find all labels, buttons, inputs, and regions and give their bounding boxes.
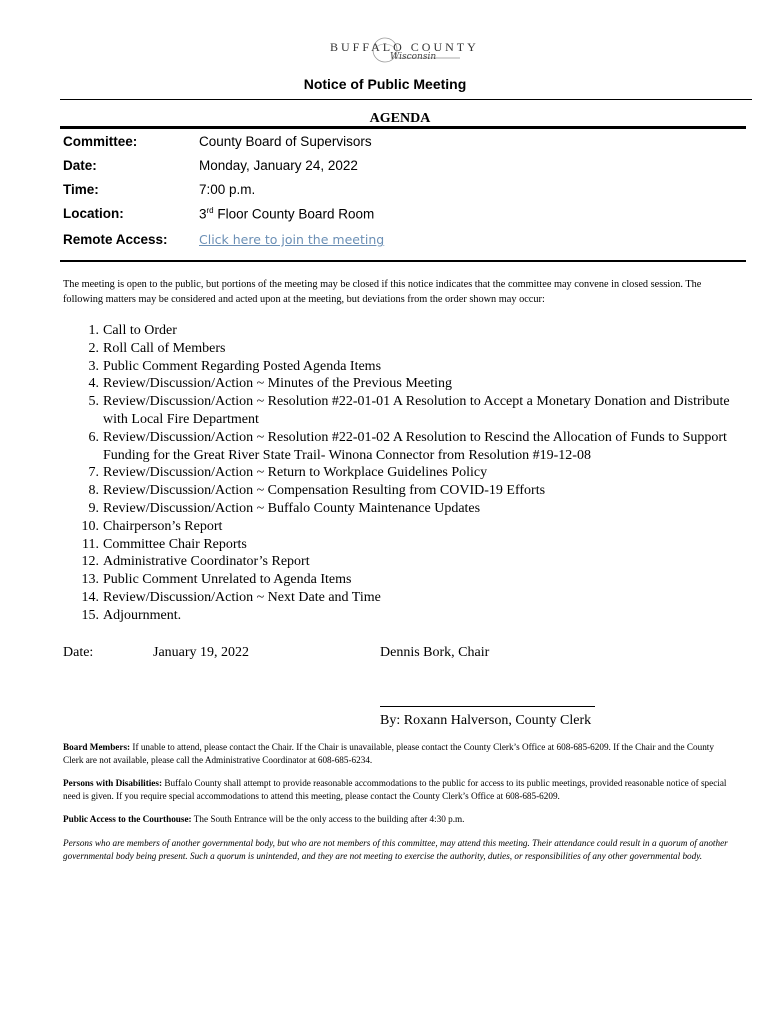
list-item — [78, 571, 748, 589]
list-item — [78, 375, 748, 393]
info-label: Time: — [63, 182, 99, 197]
signature-date-value: January 19, 2022 — [153, 645, 250, 660]
location-rest: Floor County Board Room — [213, 206, 375, 222]
intro-paragraph: The meeting is open to the public, but portions of the meeting may be closed if this notice indicates that the committee may convene in closed session. The following matters may be considered and acted upon at the meeting, but deviations from the order shown may occur: — [63, 279, 702, 305]
signature-date-label: Date: — [63, 645, 94, 660]
info-label: Remote Access: — [63, 232, 168, 247]
title-divider — [60, 99, 752, 100]
item-text: Review/Discussion/Action ~ Resolution #22-01-01 A Resolution to Accept a Monetary Donation and Distribute with Local Fire Department — [103, 394, 730, 427]
item-text: Call to Order — [103, 323, 177, 338]
info-value: 7:00 p.m. — [199, 182, 256, 197]
item-text: Review/Discussion/Action ~ Resolution #22-01-02 A Resolution to Rescind the Allocation of Funds to Support Funding for the Great River State Trail- Winona Connector from Resolution #19-12-08 — [103, 429, 727, 463]
item-number: 7. — [88, 465, 99, 481]
list-item — [78, 358, 748, 376]
item-text: Committee Chair Reports — [103, 536, 247, 552]
list-item — [78, 500, 748, 518]
note-label: Persons with Disabilities: — [63, 778, 163, 788]
agenda-heading: AGENDA — [369, 111, 431, 126]
note-label: Public Access to the Courthouse: — [63, 814, 192, 824]
item-text: Chairperson’s Report — [103, 518, 223, 534]
info-value — [199, 232, 384, 247]
item-text: Review/Discussion/Action ~ Minutes of the Previous Meeting — [103, 376, 452, 392]
agenda-list — [78, 322, 748, 625]
item-number: 5. — [88, 394, 99, 410]
list-item — [78, 429, 748, 465]
item-text: Administrative Coordinator’s Report — [103, 554, 310, 570]
note-text: If unable to attend, please contact the Chair. If the Chair is unavailable, please contact the County Clerk’s Office at 608-685-6209. If the Chair and the County Clerk are not available, please call the Administrative Coordinator at 608-685-6234. — [63, 742, 714, 765]
item-number: 15. — [81, 607, 99, 623]
item-text: Public Comment Unrelated to Agenda Items — [103, 572, 352, 588]
agenda-divider — [60, 126, 746, 129]
item-number: 6. — [88, 429, 99, 445]
list-item — [78, 607, 748, 625]
item-text: Public Comment Regarding Posted Agenda Items — [103, 358, 382, 374]
info-value — [199, 206, 374, 222]
item-number: 3. — [88, 358, 99, 374]
note-label: Board Members: — [63, 742, 131, 752]
info-value: Monday, January 24, 2022 — [199, 158, 358, 173]
board-members-note — [63, 741, 729, 767]
list-item — [78, 393, 748, 429]
list-item — [78, 518, 748, 536]
item-text: Review/Discussion/Action ~ Next Date and Time — [103, 589, 381, 605]
info-label: Date: — [63, 158, 97, 173]
page-title: Notice of Public Meeting — [303, 76, 467, 92]
signature-line — [380, 706, 595, 707]
item-number: 1. — [88, 323, 99, 338]
note-text: Buffalo County shall attempt to provide reasonable accommodations to the public for access to its public meetings, provided reasonable notice of special need is given. If you require special accommodations to attend this meeting, please contact the County Clerk’s Office at 608-685-6209. — [63, 778, 727, 801]
floor-number: 3 — [199, 206, 207, 222]
item-text: Adjournment. — [103, 607, 182, 623]
disabilities-note — [63, 777, 729, 803]
info-label: Committee: — [63, 134, 138, 149]
item-number: 12. — [81, 554, 99, 570]
note-text: The South Entrance will be the only access to the building after 4:30 p.m. — [191, 814, 465, 824]
signature-clerk: By: Roxann Halverson, County Clerk — [380, 713, 592, 728]
list-item — [78, 553, 748, 571]
logo-wordmark: BUFFALO COUNTY — [330, 40, 479, 54]
item-number: 10. — [81, 518, 99, 534]
join-meeting-link[interactable]: Click here to join the meeting — [199, 232, 385, 247]
quorum-note: Persons who are members of another governmental body, but who are not members of this committee, may attend this meeting. Their attendance could result in a quorum of another governmental body being present. Such a quorum is unintended, and they are not meeting to exercise the authority, duties, or responsibilities of any other governmental body. — [63, 838, 728, 861]
courthouse-access-note — [63, 813, 729, 826]
list-item — [78, 589, 748, 607]
item-number: 9. — [88, 500, 99, 516]
signature-chair: Dennis Bork, Chair — [380, 645, 490, 660]
item-number: 2. — [88, 340, 99, 356]
item-number: 14. — [81, 589, 99, 605]
info-label: Location: — [63, 206, 124, 221]
item-number: 11. — [82, 536, 99, 552]
item-text: Roll Call of Members — [103, 340, 226, 356]
floor-ordinal: rd — [206, 206, 214, 215]
list-item — [78, 464, 748, 482]
item-number: 8. — [88, 483, 99, 499]
list-item — [78, 482, 748, 500]
info-divider — [60, 260, 746, 262]
list-item — [78, 536, 748, 554]
item-number: 4. — [88, 376, 99, 392]
item-number: 13. — [81, 572, 99, 588]
logo-script: Wisconsin — [390, 52, 437, 62]
list-item — [78, 322, 748, 340]
item-text: Review/Discussion/Action ~ Buffalo County Maintenance Updates — [103, 500, 481, 516]
item-text: Review/Discussion/Action ~ Compensation Resulting from COVID-19 Efforts — [103, 483, 546, 499]
item-text: Review/Discussion/Action ~ Return to Workplace Guidelines Policy — [103, 465, 488, 481]
info-value: County Board of Supervisors — [199, 134, 372, 149]
list-item — [78, 340, 748, 358]
